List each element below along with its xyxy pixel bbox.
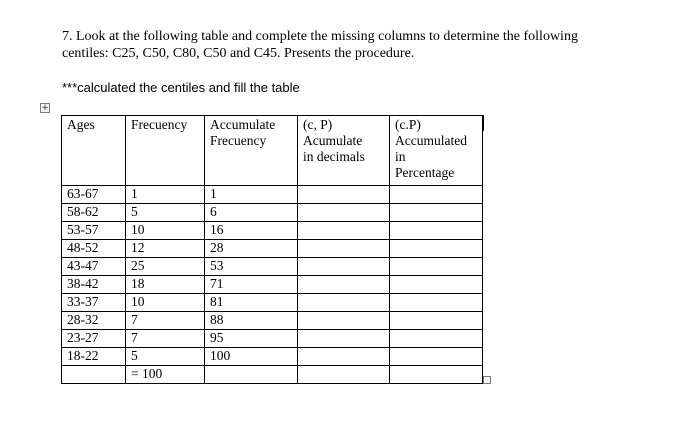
- cell-frequency-total[interactable]: = 100: [126, 366, 205, 384]
- cell-decimals[interactable]: [298, 222, 390, 240]
- table-row: [62, 348, 483, 366]
- header-accumulated-percentage[interactable]: (c.P) Accumulated in Percentage: [390, 116, 483, 186]
- cell-accumulated[interactable]: 95: [205, 330, 298, 348]
- cell-percentage[interactable]: [390, 330, 483, 348]
- cell-ages[interactable]: 38-42: [62, 276, 126, 294]
- cell-accumulated[interactable]: [205, 366, 298, 384]
- cell-accumulated[interactable]: 6: [205, 204, 298, 222]
- cell-frequency[interactable]: 10: [126, 222, 205, 240]
- cell-percentage[interactable]: [390, 276, 483, 294]
- cell-frequency[interactable]: 5: [126, 348, 205, 366]
- cell-percentage[interactable]: [390, 348, 483, 366]
- cell-accumulated[interactable]: 81: [205, 294, 298, 312]
- table-total-row: [62, 366, 483, 384]
- cell-percentage[interactable]: [390, 240, 483, 258]
- centiles-table: [61, 115, 483, 384]
- cell-ages[interactable]: 33-37: [62, 294, 126, 312]
- table-row: [62, 204, 483, 222]
- table-row: [62, 294, 483, 312]
- cell-percentage[interactable]: [390, 222, 483, 240]
- cell-ages[interactable]: 58-62: [62, 204, 126, 222]
- text-cursor: [483, 115, 484, 131]
- cell-decimals[interactable]: [298, 186, 390, 204]
- cell-accumulated[interactable]: 53: [205, 258, 298, 276]
- cell-ages[interactable]: [62, 366, 126, 384]
- cell-ages[interactable]: 53-57: [62, 222, 126, 240]
- cell-percentage[interactable]: [390, 186, 483, 204]
- table-row: [62, 330, 483, 348]
- cell-percentage[interactable]: [390, 258, 483, 276]
- table-row: [62, 258, 483, 276]
- instruction-text: ***calculated the centiles and fill the table: [62, 80, 300, 95]
- table-row: [62, 186, 483, 204]
- cell-frequency[interactable]: 7: [126, 330, 205, 348]
- cell-accumulated[interactable]: 16: [205, 222, 298, 240]
- cell-frequency[interactable]: 1: [126, 186, 205, 204]
- cell-percentage[interactable]: [390, 294, 483, 312]
- cell-ages[interactable]: 23-27: [62, 330, 126, 348]
- table-header-row: [62, 116, 483, 186]
- cell-decimals[interactable]: [298, 366, 390, 384]
- header-ages[interactable]: Ages: [62, 116, 126, 186]
- cell-ages[interactable]: 63-67: [62, 186, 126, 204]
- table-move-icon[interactable]: +: [41, 103, 49, 113]
- cell-decimals[interactable]: [298, 348, 390, 366]
- cell-ages[interactable]: 28-32: [62, 312, 126, 330]
- table-resize-icon[interactable]: [483, 376, 491, 384]
- table-row: [62, 240, 483, 258]
- cell-decimals[interactable]: [298, 312, 390, 330]
- cell-percentage[interactable]: [390, 312, 483, 330]
- question-text: 7. Look at the following table and complete the missing columns to determine the following centiles: C25, C50, C80, C50 and C45. Presents the procedure.: [62, 29, 578, 61]
- cell-ages[interactable]: 43-47: [62, 258, 126, 276]
- cell-percentage[interactable]: [390, 366, 483, 384]
- cell-frequency[interactable]: 10: [126, 294, 205, 312]
- cell-accumulated[interactable]: 28: [205, 240, 298, 258]
- header-accumulated-frequency[interactable]: Accumulate Frecuency: [205, 116, 298, 186]
- cell-ages[interactable]: 48-52: [62, 240, 126, 258]
- cell-decimals[interactable]: [298, 240, 390, 258]
- header-accumulated-decimals[interactable]: (c, P) Acumulate in decimals: [298, 116, 390, 186]
- cell-decimals[interactable]: [298, 294, 390, 312]
- table-row: [62, 276, 483, 294]
- cell-decimals[interactable]: [298, 276, 390, 294]
- cell-accumulated[interactable]: 88: [205, 312, 298, 330]
- cell-accumulated[interactable]: 1: [205, 186, 298, 204]
- cell-frequency[interactable]: 25: [126, 258, 205, 276]
- cell-frequency[interactable]: 5: [126, 204, 205, 222]
- table-row: [62, 312, 483, 330]
- cell-percentage[interactable]: [390, 204, 483, 222]
- cell-frequency[interactable]: 18: [126, 276, 205, 294]
- cell-decimals[interactable]: [298, 258, 390, 276]
- header-frequency[interactable]: Frecuency: [126, 116, 205, 186]
- table-row: [62, 222, 483, 240]
- cell-frequency[interactable]: 12: [126, 240, 205, 258]
- cell-frequency[interactable]: 7: [126, 312, 205, 330]
- cell-decimals[interactable]: [298, 330, 390, 348]
- cell-accumulated[interactable]: 71: [205, 276, 298, 294]
- cell-accumulated[interactable]: 100: [205, 348, 298, 366]
- cell-decimals[interactable]: [298, 204, 390, 222]
- cell-ages[interactable]: 18-22: [62, 348, 126, 366]
